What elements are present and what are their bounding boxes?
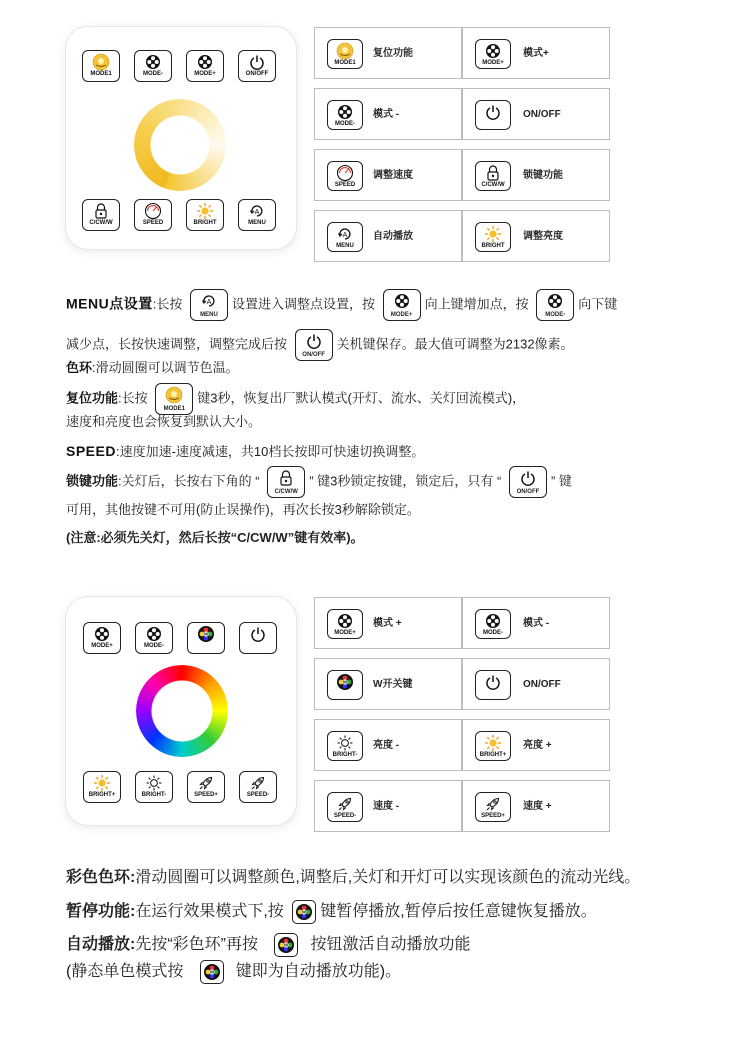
lock-icon	[94, 202, 108, 220]
function-label: 复位功能	[373, 48, 413, 59]
key-bright[interactable]	[186, 199, 224, 231]
grid2-cell-mode	[314, 597, 462, 649]
speed-dial-icon	[144, 202, 162, 220]
svg-text:A: A	[254, 209, 260, 216]
key-label: MODE-	[335, 121, 355, 127]
key-label: SPEED	[142, 220, 164, 226]
function-label: 自动播放	[373, 231, 413, 242]
menu-a-icon	[337, 225, 353, 243]
grid1-cell-bright	[462, 210, 610, 262]
key-mode	[327, 609, 363, 639]
key-bright	[475, 222, 511, 252]
key-label: MODE-	[143, 71, 163, 77]
inline-onoff-key: ON/OFF	[295, 329, 333, 361]
key-speed[interactable]	[187, 771, 225, 803]
key-label: ON/OFF	[245, 71, 269, 77]
grid2-cell-speed	[462, 780, 610, 832]
key-bright[interactable]	[83, 771, 121, 803]
function-label: 亮度 +	[523, 740, 552, 751]
flower-icon	[337, 612, 353, 630]
key-power-icon	[475, 100, 511, 130]
grid2-cell-rgb-w-icon	[314, 658, 462, 710]
key-speed[interactable]	[239, 771, 277, 803]
function-label: ON/OFF	[523, 109, 561, 120]
key-label: SPEED	[334, 182, 356, 188]
desc2-line1: 彩色色环:滑动圆圈可以调整颜色,调整后,关灯和开灯可以实现该颜色的流动光线。	[66, 869, 641, 886]
key-menu	[327, 222, 363, 252]
function-label: 调整亮度	[523, 231, 563, 242]
sun-outline-icon	[336, 734, 354, 752]
power-icon	[485, 103, 501, 121]
power-icon	[296, 332, 332, 350]
desc1-line8: 可用，其他按键不可用(防止误操作)，再次长按3秒解除锁定。	[66, 502, 420, 517]
flower-icon	[485, 42, 501, 60]
inline-w-key-3	[200, 960, 224, 984]
grid2-cell-bright	[462, 719, 610, 771]
inline-menu-key: A MENU	[190, 289, 228, 321]
key-label: SPEED-	[333, 813, 357, 819]
key-c-cw-w	[475, 161, 511, 191]
rgb-w-icon	[201, 963, 223, 981]
menu-a-icon	[191, 292, 227, 310]
desc2-line3: 自动播放:先按“彩色环”再按 W 按钮激活自动播放功能	[66, 933, 470, 957]
key-mode	[475, 609, 511, 639]
function-label: 模式 -	[373, 109, 400, 120]
speed-dial-icon	[336, 164, 354, 182]
remote-panel-cct	[66, 27, 296, 249]
rocket-icon	[336, 795, 354, 813]
grid1-cell-power-icon	[462, 88, 610, 140]
desc1-line6: SPEED:速度加速-速度减速，共10档长按即可快速切换调整。	[66, 443, 425, 459]
key-speed	[327, 161, 363, 191]
flower-icon	[94, 625, 110, 643]
desc2-line4: (静态单色模式按 W 键即为自动播放功能)。	[66, 960, 401, 984]
key-label: MODE-	[483, 630, 503, 636]
grid1-cell-speed	[314, 149, 462, 201]
key-menu[interactable]	[238, 199, 276, 231]
key-label: MENU	[248, 220, 266, 226]
sun-reset-icon	[92, 53, 110, 71]
inline-w-key	[292, 900, 316, 924]
rgb-w-icon	[293, 903, 315, 921]
power-icon	[250, 625, 266, 643]
grid2-cell-mode	[462, 597, 610, 649]
rgb-w-icon	[197, 625, 215, 643]
function-label: ON/OFF	[523, 679, 561, 690]
key-label: BRIGHT+	[479, 752, 507, 758]
rocket-icon	[197, 774, 215, 792]
flower-icon	[384, 292, 420, 310]
inline-onoff-key-2: ON/OFF	[509, 466, 547, 498]
sun-reset-icon	[156, 386, 192, 404]
key-label: MODE1	[90, 71, 112, 77]
key-mode[interactable]	[134, 50, 172, 82]
rgb-w-icon	[275, 936, 297, 954]
power-icon	[510, 469, 546, 487]
svg-text:W: W	[302, 909, 307, 915]
key-c-cw-w[interactable]	[82, 199, 120, 231]
function-label: 模式+	[523, 48, 549, 59]
key-label: BRIGHT-	[332, 752, 358, 758]
svg-text:W: W	[284, 942, 289, 948]
key-label: MODE+	[482, 60, 504, 66]
lock-icon	[268, 469, 304, 487]
desc1-line9: (注意:必须先关灯，然后长按“C/CW/W”键有效率)。	[66, 530, 364, 545]
inline-mode-plus-key: MODE+	[383, 289, 421, 321]
key-label: SPEED+	[194, 792, 218, 798]
function-label: 速度 +	[523, 801, 552, 812]
key-bright[interactable]	[135, 771, 173, 803]
sun-icon	[93, 774, 111, 792]
rocket-icon	[249, 774, 267, 792]
key-bright	[327, 731, 363, 761]
grid2-cell-power-icon	[462, 658, 610, 710]
key-mode	[475, 39, 511, 69]
function-label: 模式 +	[373, 618, 402, 629]
desc1-line5: 速度和亮度也会恢复到默认大小。	[66, 414, 262, 429]
key-label: BRIGHT	[193, 220, 217, 226]
key-label: SPEED-	[246, 792, 270, 798]
grid2-cell-bright	[314, 719, 462, 771]
key-label: MODE-	[144, 643, 164, 649]
inline-ccww-key: C/CW/W	[267, 466, 305, 498]
key-label: MENU	[336, 243, 354, 249]
function-label: 亮度 -	[373, 740, 400, 751]
sun-icon	[484, 225, 502, 243]
flower-icon	[146, 625, 162, 643]
key-label: MODE+	[194, 71, 216, 77]
key-label: C/CW/W	[481, 182, 505, 188]
desc1-line2: 减少点，长按快速调整，调整完成后按 ON/OFF 关机键保存。最大值可调整为2132像素。	[66, 329, 574, 361]
sun-outline-icon	[145, 774, 163, 792]
flower-icon	[485, 612, 501, 630]
sun-icon	[196, 202, 214, 220]
key-label: BRIGHT-	[141, 792, 167, 798]
key-mode[interactable]	[135, 622, 173, 654]
key-on-off[interactable]	[238, 50, 276, 82]
function-label: W开关键	[373, 679, 413, 690]
key-speed	[327, 792, 363, 822]
key-label: MODE1	[334, 60, 356, 66]
svg-text:A: A	[206, 299, 212, 306]
lock-icon	[486, 164, 500, 182]
key-mode[interactable]	[83, 622, 121, 654]
key-mode[interactable]	[186, 50, 224, 82]
desc2-line2: 暂停功能:在运行效果模式下,按 W 键暂停播放,暂停后按任意键恢复播放。	[66, 900, 597, 924]
desc1-line7: 锁键功能:关灯后，长按右下角的 “ C/CW/W ” 键3秒锁定按键，锁定后，只有 “ ON/OFF ” 键	[66, 466, 572, 498]
svg-text:W: W	[203, 631, 209, 637]
remote-panel-rgb	[66, 597, 296, 825]
flower-icon	[337, 103, 353, 121]
grid1-cell-mode1	[314, 27, 462, 79]
key-label: SPEED+	[481, 813, 505, 819]
function-label: 模式 -	[523, 618, 550, 629]
desc1-line1: MENU点设置:长按 A MENU 设置进入调整点设置，按 MODE+ 向上键增加点，按 MODE- 向下键	[66, 289, 617, 321]
key-speed	[475, 792, 511, 822]
sun-icon	[484, 734, 502, 752]
key-mode	[327, 100, 363, 130]
desc1-line4: 复位功能:长按 MODE1 键3秒，恢复出厂默认模式(开灯、流水、关灯回流模式)，	[66, 383, 525, 415]
grid2-cell-speed	[314, 780, 462, 832]
rgb-w-icon	[336, 673, 354, 691]
inline-w-key-2	[274, 933, 298, 957]
grid1-cell-mode	[314, 88, 462, 140]
key-label: MODE+	[91, 643, 113, 649]
grid1-cell-c-cw-w	[462, 149, 610, 201]
key-rgb-w-icon[interactable]	[187, 622, 225, 654]
flower-icon	[537, 292, 573, 310]
svg-text:A: A	[342, 232, 348, 239]
key-power-icon	[475, 670, 511, 700]
svg-text:W: W	[209, 969, 214, 975]
sun-reset-icon	[336, 42, 354, 60]
menu-a-icon	[249, 202, 265, 220]
inline-mode1-key: MODE1	[155, 383, 193, 415]
power-icon	[485, 673, 501, 691]
desc1-line3: 色环:滑动圆圈可以调节色温。	[66, 360, 239, 375]
svg-text:W: W	[342, 679, 348, 685]
key-rgb-w-icon	[327, 670, 363, 700]
power-icon	[249, 53, 265, 71]
key-label: MODE+	[334, 630, 356, 636]
key-mode1	[327, 39, 363, 69]
rocket-icon	[484, 795, 502, 813]
flower-icon	[145, 53, 161, 71]
function-label: 速度 -	[373, 801, 400, 812]
key-power-icon[interactable]	[239, 622, 277, 654]
key-label: C/CW/W	[89, 220, 113, 226]
inline-mode-minus-key: MODE-	[536, 289, 574, 321]
color-temperature-ring[interactable]	[134, 99, 226, 191]
grid1-cell-mode	[462, 27, 610, 79]
function-label: 调整速度	[373, 170, 413, 181]
flower-icon	[197, 53, 213, 71]
grid1-cell-menu	[314, 210, 462, 262]
key-mode1[interactable]	[82, 50, 120, 82]
key-speed[interactable]	[134, 199, 172, 231]
key-label: BRIGHT	[481, 243, 505, 249]
rgb-color-ring[interactable]	[136, 665, 228, 757]
function-label: 锁键功能	[523, 170, 563, 181]
key-bright	[475, 731, 511, 761]
key-label: BRIGHT+	[88, 792, 116, 798]
